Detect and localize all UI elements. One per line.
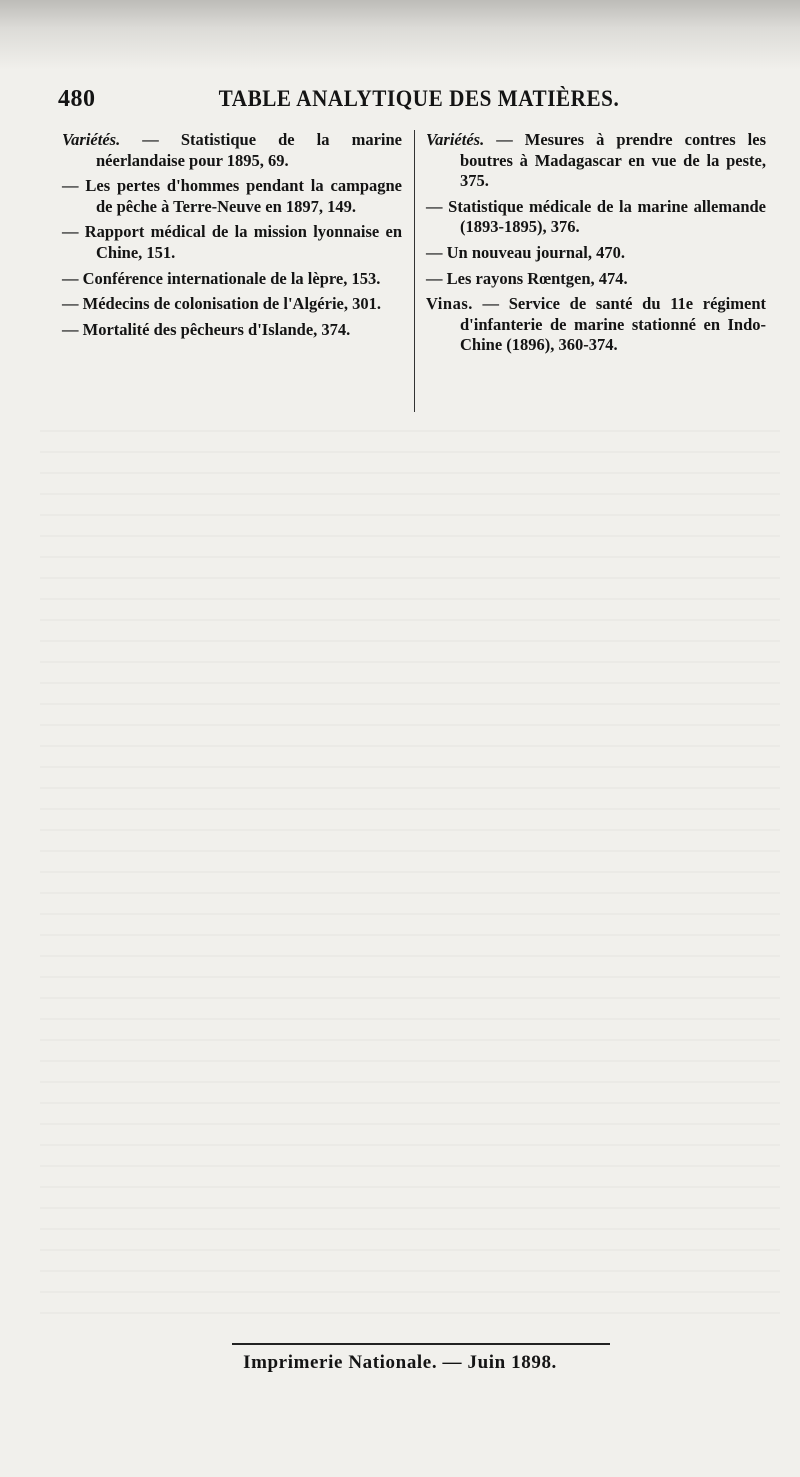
- entry-text: — Les rayons Rœntgen, 474.: [426, 268, 628, 288]
- column-divider: [414, 130, 415, 412]
- entry-text: — Un nouveau journal, 470.: [426, 242, 625, 262]
- index-column-left: [62, 130, 402, 345]
- entry-text: — Statistique de la marine néerlandaise pour 1895, 69.: [96, 130, 402, 170]
- entry-text: — Les pertes d'hommes pendant la campagne de pêche à Terre-Neuve en 1897, 149.: [62, 176, 402, 216]
- index-entry: [62, 320, 402, 341]
- index-entry: [62, 130, 402, 171]
- index-entry: [426, 130, 766, 192]
- index-entry: [426, 243, 766, 264]
- entry-text: — Médecins de colonisation de l'Algérie, 301.: [62, 294, 381, 314]
- footer-rule: [232, 1343, 610, 1345]
- index-entry: [62, 269, 402, 290]
- page-number: 480: [58, 86, 96, 112]
- index-entry: [426, 197, 766, 238]
- entry-text: — Mortalité des pêcheurs d'Islande, 374.: [62, 319, 351, 339]
- printer-imprint: Imprimerie Nationale. — Juin 1898.: [243, 1352, 557, 1373]
- entry-heading: Variétés.: [62, 130, 121, 149]
- page-header: [58, 82, 780, 118]
- running-title: TABLE ANALYTIQUE DES MATIÈRES.: [218, 86, 620, 111]
- index-entry: [62, 294, 402, 315]
- entry-heading: Vinas.: [426, 294, 473, 314]
- index-entry: [426, 269, 766, 290]
- show-through-text: [40, 430, 780, 1330]
- index-entry: [426, 294, 766, 356]
- index-entry: [62, 176, 402, 217]
- entry-text: — Rapport médical de la mission lyonnaise en Chine, 151.: [62, 222, 402, 262]
- entry-text: — Conférence internationale de la lèpre, 153.: [62, 268, 381, 288]
- entry-text: — Service de santé du 11e régiment d'infanterie de marine stationné en Indo-Chine (1896), 360-374.: [460, 294, 766, 355]
- index-entry: [62, 222, 402, 263]
- entry-text: — Mesures à prendre contres les boutres à Madagascar en vue de la peste, 375.: [460, 130, 766, 191]
- entry-heading: Variétés.: [426, 130, 485, 149]
- entry-text: — Statistique médicale de la marine allemande (1893-1895), 376.: [426, 196, 766, 237]
- scan-edge: [0, 0, 800, 70]
- index-column-right: [426, 130, 766, 361]
